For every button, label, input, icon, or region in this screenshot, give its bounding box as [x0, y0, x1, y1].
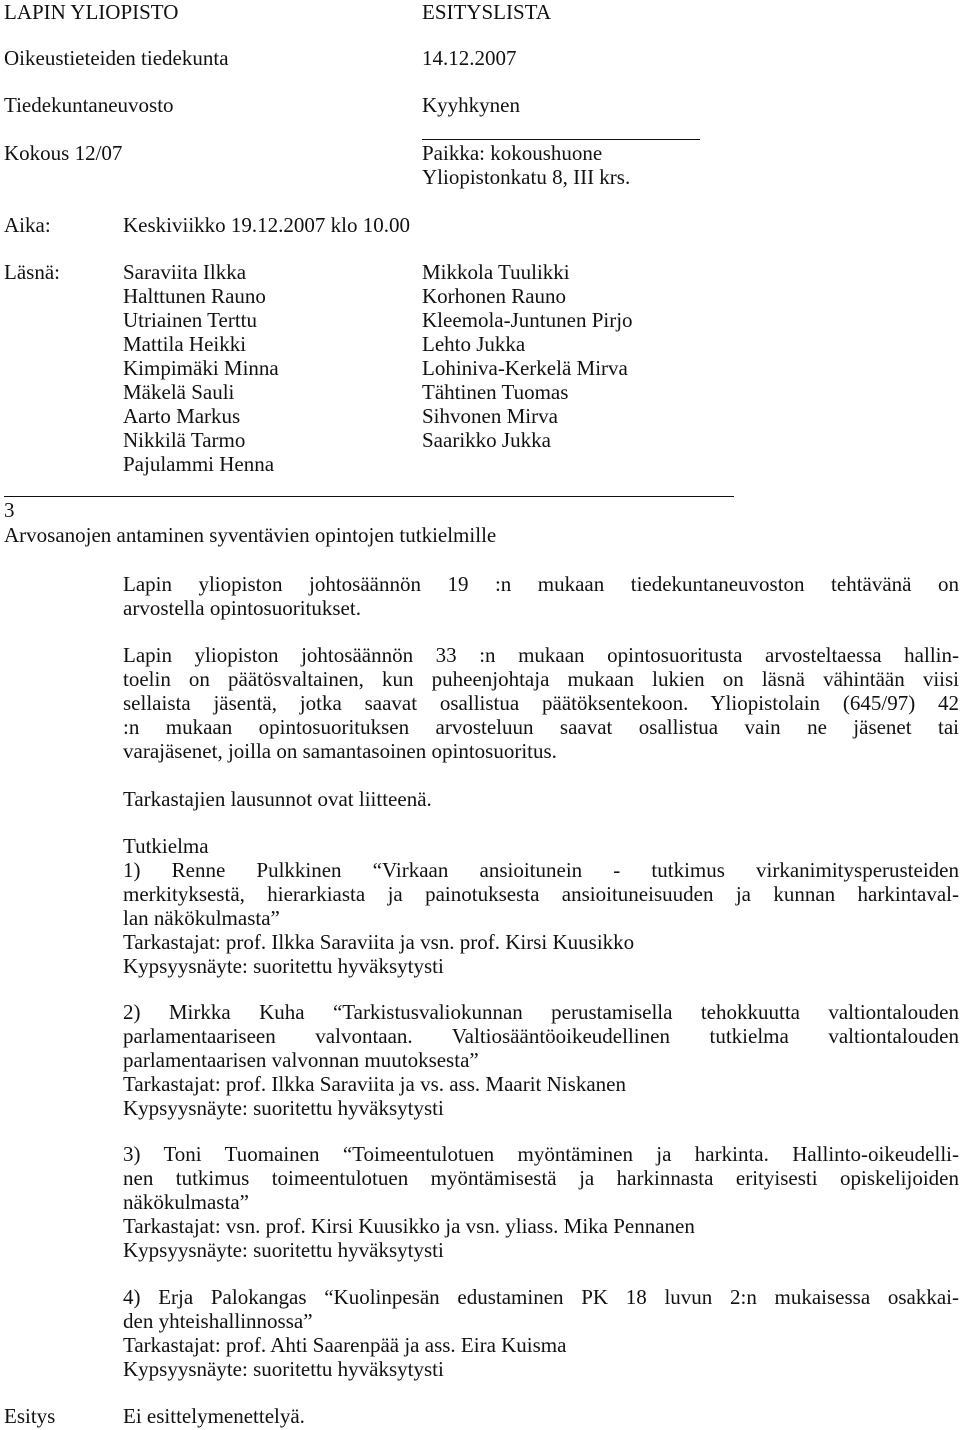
attendee: Saarikko Jukka [422, 428, 551, 452]
text-line: arvostella opintosuoritukset. [123, 596, 361, 620]
attendee: Mattila Heikki [123, 332, 247, 356]
text-line: Lapin yliopiston johtosäännön 19 :n mukaan tiedekuntaneuvoston tehtävänä on [123, 572, 959, 596]
place-line-2: Yliopistonkatu 8, III krs. [422, 165, 631, 189]
attendee: Lehto Jukka [422, 332, 526, 356]
attendee: Mikkola Tuulikki [422, 260, 570, 284]
thesis-2 [123, 1000, 959, 1120]
theses-heading: Tutkielma [123, 834, 209, 858]
attendee: Sihvonen Mirva [422, 404, 558, 428]
document-type: ESITYSLISTA [422, 0, 551, 24]
item-title: Arvosanojen antaminen syventävien opintojen tutkielmille [4, 523, 497, 547]
time-value: Keskiviikko 19.12.2007 klo 10.00 [123, 213, 410, 237]
meeting-date: 14.12.2007 [422, 46, 517, 70]
text-line: 2) Mirkka Kuha “Tarkistusvaliokunnan perustamisella tehokkuutta valtiontalouden [123, 1000, 959, 1024]
text-line: nen tutkimus toimeentulotuen myöntämisestä ja harkinnasta erityisesti opiskelijoiden [123, 1166, 959, 1190]
text-line: näkökulmasta” [123, 1190, 249, 1214]
meeting-number: Kokous 12/07 [4, 141, 123, 165]
section-rule [4, 496, 734, 497]
text-line: merkityksestä, hierarkiasta ja painotuksesta ansioituneisuuden ja kunnan harkintaval- [123, 882, 959, 906]
text-line: parlamentaariseen valvontaan. Valtiosääntöoikeudellinen tutkielma valtiontalouden [123, 1024, 959, 1048]
text-line: sellaista jäsentä, jotka saavat osallistua päätöksentekoon. Yliopistolain (645/97) 42 [123, 691, 959, 715]
attendee: Pajulammi Henna [123, 452, 275, 476]
paragraph-2 [123, 643, 959, 763]
present-list-left [123, 260, 279, 476]
place-line-1: Paikka: kokoushuone [422, 141, 603, 165]
text-line: Kypsyysnäyte: suoritettu hyväksytysti [123, 954, 444, 978]
text-line: Tarkastajat: prof. Ahti Saarenpää ja ass. Eira Kuisma [123, 1333, 567, 1357]
attendee: Aarto Markus [123, 404, 241, 428]
attendee: Mäkelä Sauli [123, 380, 235, 404]
attendee: Saraviita Ilkka [123, 260, 247, 284]
text-line: Tarkastajat: prof. Ilkka Saraviita ja vs. ass. Maarit Niskanen [123, 1072, 626, 1096]
text-line: parlamentaarisen valvonnan muutoksesta” [123, 1048, 479, 1072]
present-label: Läsnä: [4, 260, 60, 284]
attendee: Kimpimäki Minna [123, 356, 279, 380]
meeting-venue: Kyyhkynen [422, 93, 520, 117]
text-line: toelin on päätösvaltainen, kun puheenjohtaja mukaan lukien on läsnä vähintään viisi [123, 667, 959, 691]
council-name: Tiedekuntaneuvosto [4, 93, 174, 117]
faculty-name: Oikeustieteiden tiedekunta [4, 46, 229, 70]
present-list-right [422, 260, 633, 452]
thesis-1 [123, 858, 959, 978]
text-line: Tarkastajat: prof. Ilkka Saraviita ja vsn. prof. Kirsi Kuusikko [123, 930, 635, 954]
text-line: 4) Erja Palokangas “Kuolinpesän edustaminen PK 18 luvun 2:n mukaisessa osakkai- [123, 1285, 959, 1309]
text-line: 3) Toni Tuomainen “Toimeentulotuen myöntäminen ja harkinta. Hallinto-oikeudelli- [123, 1142, 959, 1166]
attendee: Lohiniva-Kerkelä Mirva [422, 356, 628, 380]
thesis-4 [123, 1285, 959, 1381]
text-line: lan näkökulmasta” [123, 906, 280, 930]
item-number: 3 [4, 498, 15, 522]
paragraph-3: Tarkastajien lausunnot ovat liitteenä. [123, 787, 432, 811]
text-line: den yhteishallinnossa” [123, 1309, 313, 1333]
text-line: :n mukaan opintosuorituksen arvosteluun saavat osallistua vain ne jäsenet tai [123, 715, 959, 739]
attendee: Tähtinen Tuomas [422, 380, 569, 404]
paragraph-1 [123, 572, 959, 620]
attendee: Utriainen Terttu [123, 308, 258, 332]
attendee: Halttunen Rauno [123, 284, 266, 308]
attendee: Korhonen Rauno [422, 284, 567, 308]
proposal-label: Esitys [4, 1404, 56, 1428]
text-line: Lapin yliopiston johtosäännön 33 :n mukaan opintosuoritusta arvosteltaessa hallin- [123, 643, 959, 667]
university-name: LAPIN YLIOPISTO [4, 0, 179, 24]
text-line: Kypsyysnäyte: suoritettu hyväksytysti [123, 1238, 444, 1262]
text-line: Kypsyysnäyte: suoritettu hyväksytysti [123, 1096, 444, 1120]
text-line: 1) Renne Pulkkinen “Virkaan ansioitunein - tutkimus virkanimitysperusteiden [123, 858, 959, 882]
header-rule [422, 139, 700, 140]
text-line: Kypsyysnäyte: suoritettu hyväksytysti [123, 1357, 444, 1381]
attendee: Nikkilä Tarmo [123, 428, 246, 452]
proposal-value: Ei esittelymenettelyä. [123, 1404, 305, 1428]
attendee: Kleemola-Juntunen Pirjo [422, 308, 633, 332]
time-label: Aika: [4, 213, 51, 237]
text-line: Tarkastajat: vsn. prof. Kirsi Kuusikko ja vsn. yliass. Mika Pennanen [123, 1214, 695, 1238]
text-line: varajäsenet, joilla on samantasoinen opintosuoritus. [123, 739, 557, 763]
thesis-3 [123, 1142, 959, 1262]
